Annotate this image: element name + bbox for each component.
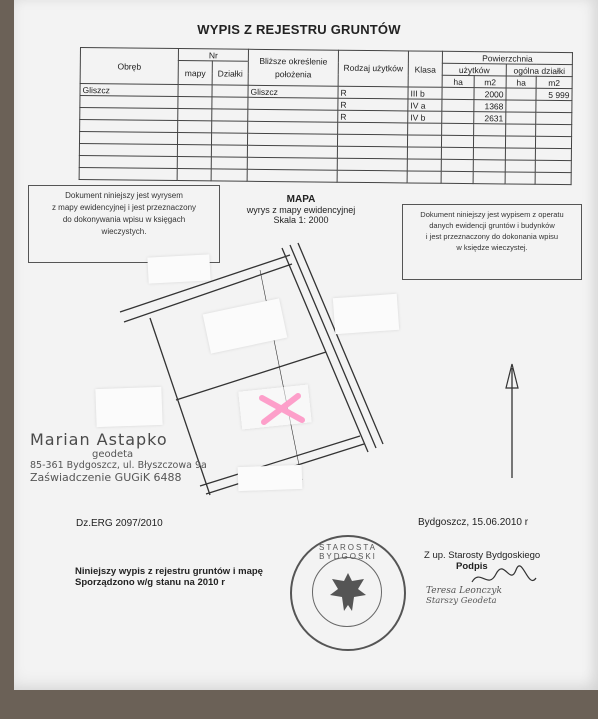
header-blizsze: Bliższe określenie położenia: [248, 49, 338, 86]
cell-rodzaj: R: [338, 86, 408, 99]
cell-m2: 5 999: [536, 88, 572, 100]
header-uzytkow: użytków: [442, 63, 506, 76]
surveyor-address: 85-361 Bydgoszcz, ul. Błyszczowa 9a: [30, 460, 207, 471]
cell-m2: 1368: [474, 100, 506, 112]
note-line: do dokonywania wpisu w księgach: [62, 215, 186, 224]
statement: [75, 566, 263, 588]
handwritten-signature: [470, 560, 540, 600]
header-obreb: Obręb: [80, 48, 178, 85]
note-line: danych ewidencji gruntów i budynków: [429, 221, 555, 230]
north-arrow-icon: [506, 364, 518, 478]
map-scale: Skala 1: 2000: [273, 215, 329, 225]
official-seal: [290, 535, 406, 651]
surveyor-cert: Zaświadczenie GUGiK 6488: [30, 471, 182, 484]
statement-line: Sporządzono w/g stanu na 2010 r: [75, 577, 225, 588]
header-ogolna: ogólna działki: [506, 64, 572, 77]
header-m2: m2: [474, 76, 506, 88]
header-rodzaj: Rodzaj użytków: [338, 50, 408, 87]
cell-rodzaj: R: [338, 98, 408, 111]
erg-number: Dz.ERG 2097/2010: [76, 518, 163, 529]
header-mapy: mapy: [178, 61, 212, 85]
cell-obreb: Gliszcz: [80, 84, 178, 97]
header-m2: m2: [536, 76, 572, 88]
tape-piece: [238, 465, 303, 491]
signature-label: Podpis: [456, 561, 488, 572]
header-nr: Nr: [178, 49, 248, 62]
surveyor-name: Marian Astapko: [30, 430, 168, 449]
surveyor-role: geodeta: [92, 449, 134, 460]
document-title: WYPIS Z REJESTRU GRUNTÓW: [197, 22, 401, 37]
map-title: MAPA: [286, 194, 316, 205]
tape-piece: [95, 387, 162, 427]
note-line: z mapy ewidencyjnej i jest przeznaczony: [51, 203, 197, 212]
cell-klasa: IV a: [408, 99, 442, 111]
seal-text: STAROSTA BYDGOSKI: [319, 543, 377, 561]
note-line: i jest przeznaczony do dokonania wpisu: [425, 232, 559, 241]
header-klasa: Klasa: [408, 51, 442, 87]
cell-m2: 2000: [474, 88, 506, 100]
surveyor-stamp: [30, 430, 220, 484]
cell-klasa: IV b: [408, 111, 442, 123]
signature-role: Starszy Geodeta: [426, 596, 497, 606]
cell-m2: 2631: [474, 112, 506, 124]
tape-piece: [147, 254, 210, 283]
header-powierzchnia: Powierzchnia: [442, 51, 572, 64]
note-line: w księdze wieczystej.: [456, 243, 528, 252]
note-line: Dokument niniejszy jest wypisem z operatu: [420, 210, 564, 219]
header-dzialki: Działki: [212, 61, 248, 85]
signature-authority: Z up. Starosty Bydgoskiego: [424, 550, 541, 561]
note-line: wieczystych.: [101, 227, 147, 236]
signature-name: Teresa Leonczyk: [426, 586, 502, 596]
date-place: Bydgoszcz, 15.06.2010 r: [418, 517, 529, 528]
cell-polozenie: Gliszcz: [248, 85, 338, 98]
tape-piece: [238, 384, 312, 429]
statement-line: Niniejszy wypis z rejestru gruntów i mapę: [75, 566, 263, 577]
tape-piece: [333, 294, 399, 334]
header-ha: ha: [442, 75, 474, 87]
header-ha: ha: [506, 76, 536, 88]
map-subtitle: wyrys z mapy ewidencyjnej: [246, 205, 356, 215]
cell-klasa: III b: [408, 87, 442, 99]
note-line: Dokument niniejszy jest wyrysem: [65, 191, 183, 200]
cell-rodzaj: R: [338, 110, 408, 123]
